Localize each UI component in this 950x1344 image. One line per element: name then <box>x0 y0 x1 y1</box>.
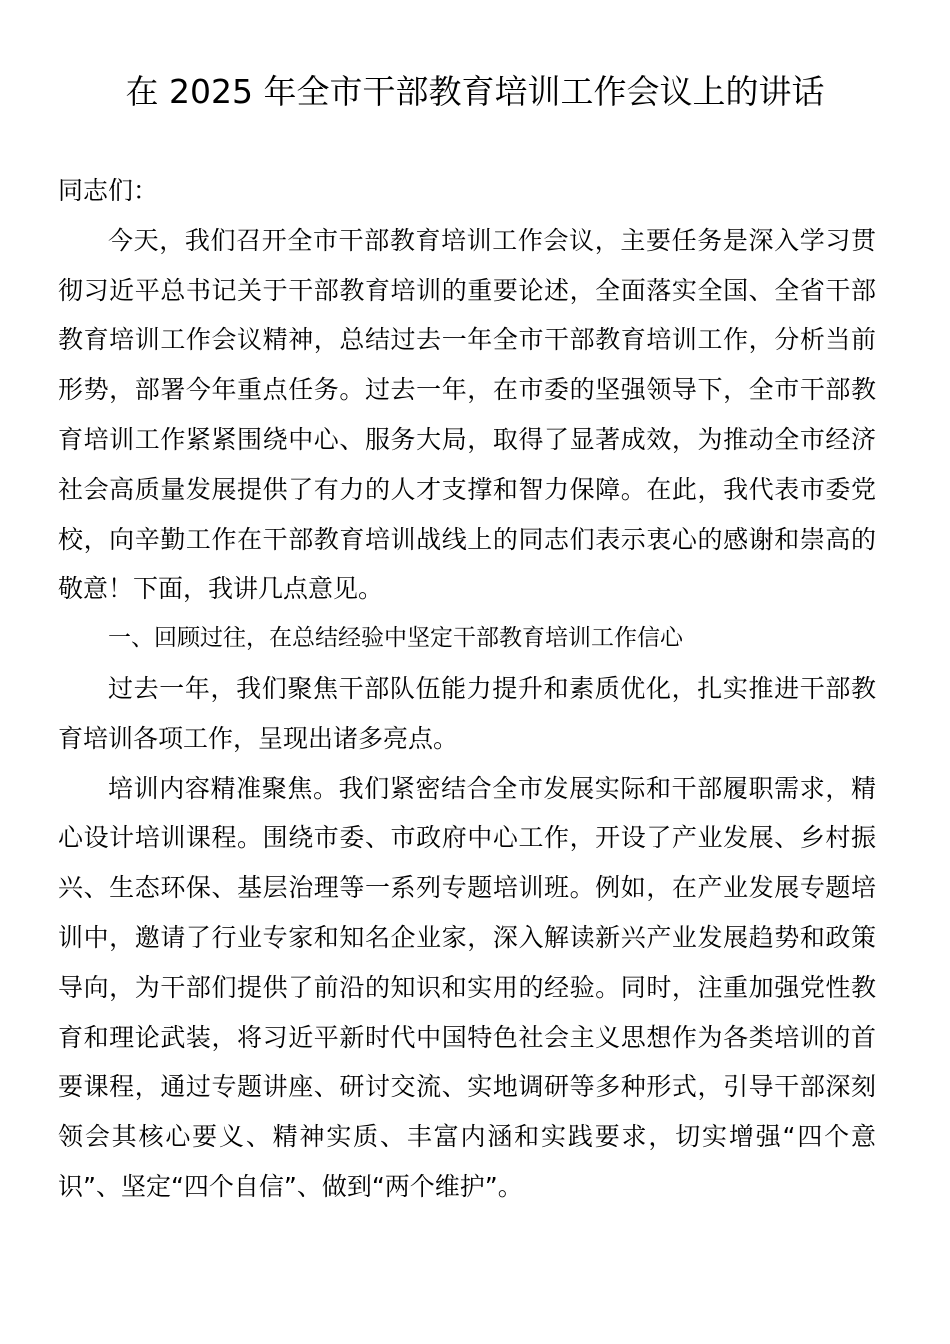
paragraph-training-content: 培训内容精准聚焦。我们紧密结合全市发展实际和干部履职需求，精心设计培训课程。围绕市委、市政府中心工作，开设了产业发展、乡村振兴、生态环保、基层治理等一系列专题培训班。例如，在产业发展专题培训中，邀请了行业专家和知名企业家，深入解读新兴产业发展趋势和政策导向，为干部们提供了前沿的知识和实用的经验。同时，注重加强党性教育和理论武装，将习近平新时代中国特色社会主义思想作为各类培训的首要课程，通过专题讲座、研讨交流、实地调研等多种形式，引导干部深刻领会其核心要义、精神实质、丰富内涵和实践要求，切实增强“四个意识”、坚定“四个自信”、做到“两个维护”。 <box>58 773 876 1201</box>
document-body <box>58 166 876 1212</box>
document-title: 在 2025 年全市干部教育培训工作会议上的讲话 <box>125 72 825 111</box>
paragraph-opening: 今天，我们召开全市干部教育培训工作会议，主要任务是深入学习贯彻习近平总书记关于干部教育培训的重要论述，全面落实全国、全省干部教育培训工作会议精神，总结过去一年全市干部教育培训工作，分析当前形势，部署今年重点任务。过去一年，在市委的坚强领导下，全市干部教育培训工作紧紧围绕中心、服务大局，取得了显著成效，为推动全市经济社会高质量发展提供了有力的人才支撑和智力保障。在此，我代表市委党校，向辛勤工作在干部教育培训战线上的同志们表示衷心的感谢和崇高的敬意！下面，我讲几点意见。 <box>58 225 876 604</box>
paragraph-review: 过去一年，我们聚焦干部队伍能力提升和素质优化，扎实推进干部教育培训各项工作，呈现出诸多亮点。 <box>58 673 876 753</box>
section-heading-1: 一、回顾过往，在总结经验中坚定干部教育培训工作信心 <box>108 625 683 652</box>
salutation: 同志们： <box>58 176 159 205</box>
